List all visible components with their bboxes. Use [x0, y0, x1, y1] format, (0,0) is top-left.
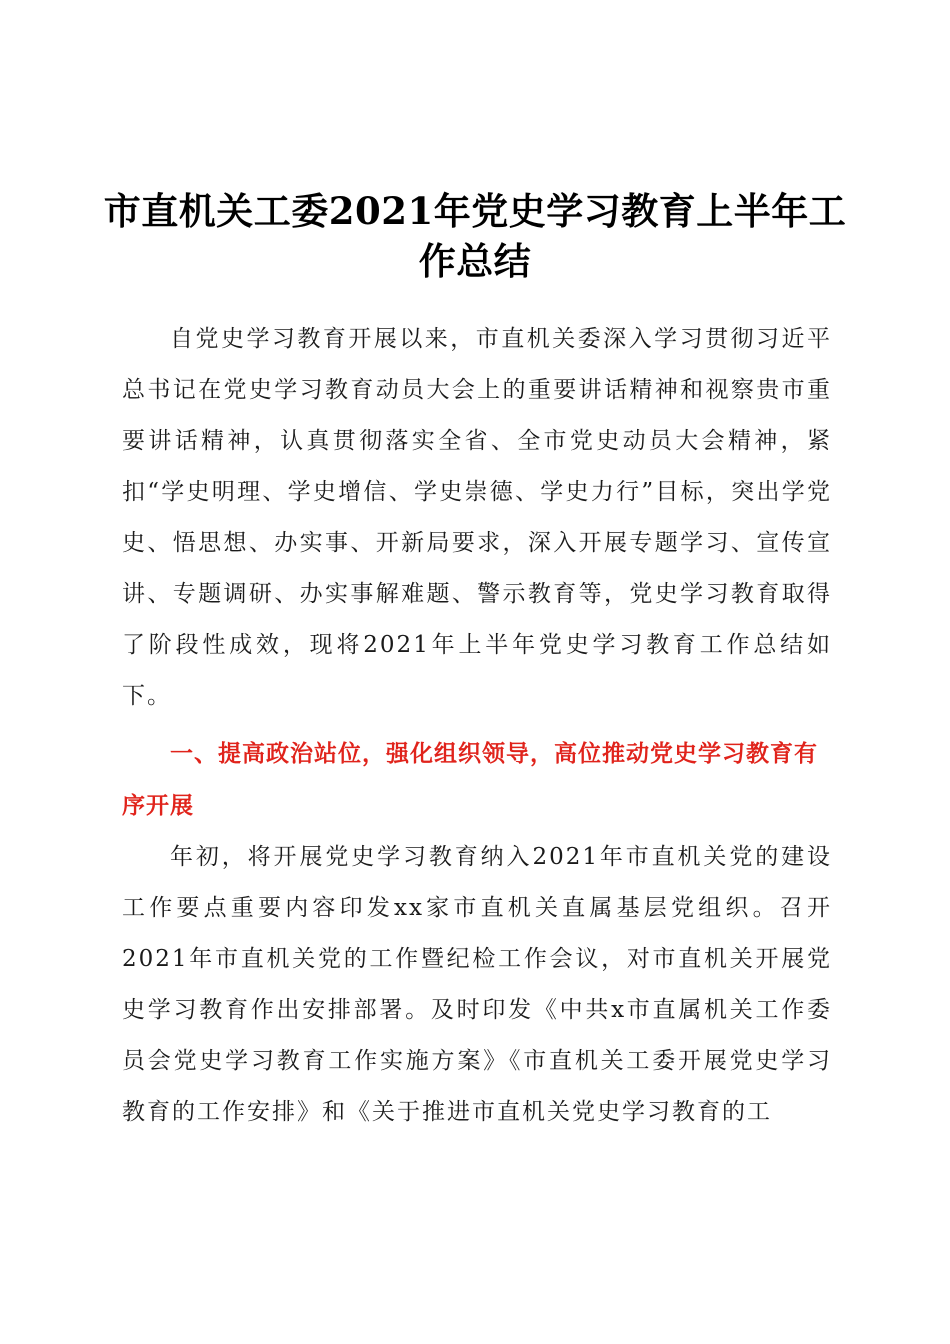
- section-paragraph: 年初，将开展党史学习教育纳入2021年市直机关党的建设工作要点重要内容印发xx家市直机关直属基层党组织。召开2021年市直机关党的工作暨纪检工作会议，对市直机关开展党史学习教育作出安排部署。及时印发《中共x市直属机关工作委员会党史学习教育工作实施方案》《市直机关工委开展党史学习教育的工作安排》和《关于推进市直机关党史学习教育的工: [122, 844, 832, 1125]
- document-title: 市直机关工委2021年党史学习教育上半年工作总结: [103, 189, 847, 283]
- intro-paragraph: 自党史学习教育开展以来，市直机关委深入学习贯彻习近平总书记在党史学习教育动员大会上的重要讲话精神和视察贵市重要讲话精神，认真贯彻落实全省、全市党史动员大会精神，紧扣“学史明理、学史增信、学史崇德、学史力行”目标，突出学党史、悟思想、办实事、开新局要求，深入开展专题学习、宣传宣讲、专题调研、办实事解难题、警示教育等，党史学习教育取得了阶段性成效，现将2021年上半年党史学习教育工作总结如下。: [122, 326, 832, 709]
- section-heading: 一、提高政治站位，强化组织领导，高位推动党史学习教育有序开展: [122, 741, 818, 819]
